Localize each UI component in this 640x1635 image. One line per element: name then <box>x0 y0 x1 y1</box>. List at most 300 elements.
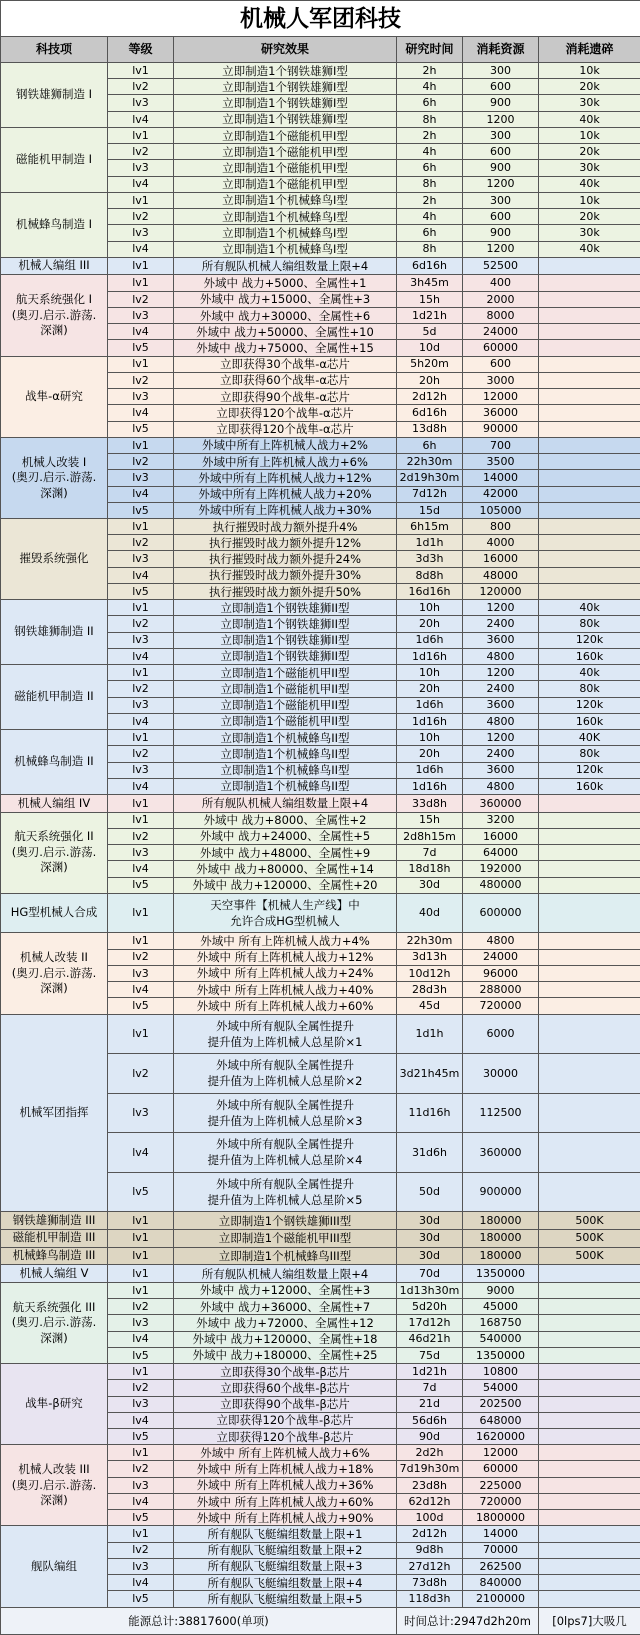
fragment-cell <box>539 1396 640 1412</box>
column-header-tech: 科技项 <box>1 37 108 63</box>
level-cell: lv5 <box>108 1591 174 1608</box>
level-cell: lv2 <box>108 1380 174 1396</box>
fragment-cell <box>539 1265 640 1283</box>
resource-cell: 64000 <box>463 845 539 861</box>
level-cell: lv5 <box>108 340 174 356</box>
resource-cell: 45000 <box>463 1299 539 1315</box>
effect-cell: 立即获得90个战隼-α芯片 <box>174 389 397 405</box>
fragment-cell <box>539 389 640 405</box>
effect-cell: 外域中 所有上阵机械人战力+6% <box>174 1445 397 1461</box>
column-header-time: 研究时间 <box>397 37 463 63</box>
fragment-cell: 500K <box>539 1229 640 1247</box>
level-cell: lv1 <box>108 812 174 828</box>
effect-cell: 所有舰队飞艇编组数量上限+5 <box>174 1591 397 1608</box>
effect-cell: 执行摧毁时战力额外提升30% <box>174 567 397 583</box>
fragment-cell <box>539 437 640 453</box>
time-cell: 20h <box>397 372 463 388</box>
effect-cell: 外域中所有舰队全属性提升 提升值为上阵机械人总星阶×3 <box>174 1093 397 1133</box>
resource-cell: 96000 <box>463 965 539 981</box>
resource-cell: 1200 <box>463 111 539 127</box>
time-cell: 1d21h <box>397 307 463 323</box>
resource-cell: 180000 <box>463 1212 539 1230</box>
time-cell: 2h <box>397 63 463 79</box>
resource-cell: 600 <box>463 79 539 95</box>
time-cell: 62d12h <box>397 1493 463 1509</box>
effect-cell: 立即制造1个磁能机甲I型 <box>174 144 397 160</box>
fragment-cell <box>539 828 640 844</box>
resource-cell: 16000 <box>463 551 539 567</box>
level-cell: lv4 <box>108 713 174 729</box>
time-cell: 46d21h <box>397 1331 463 1347</box>
resource-cell: 180000 <box>463 1247 539 1265</box>
resource-cell: 2000 <box>463 291 539 307</box>
level-cell: lv5 <box>108 998 174 1014</box>
effect-cell: 立即制造1个钢铁雄狮II型 <box>174 648 397 664</box>
effect-cell: 立即制造1个机械蜂鸟I型 <box>174 192 397 208</box>
resource-cell: 70000 <box>463 1542 539 1558</box>
resource-cell: 700 <box>463 437 539 453</box>
fragment-cell <box>539 845 640 861</box>
resource-cell: 202500 <box>463 1396 539 1412</box>
time-cell: 9d8h <box>397 1542 463 1558</box>
fragment-cell <box>539 405 640 421</box>
level-cell: lv1 <box>108 1282 174 1298</box>
fragment-cell <box>539 1299 640 1315</box>
effect-cell: 所有舰队飞艇编组数量上限+3 <box>174 1558 397 1574</box>
fragment-cell: 10k <box>539 192 640 208</box>
tech-name: 航天系统强化 II (奥刃.启示.游荡. 深渊) <box>1 812 108 893</box>
level-cell: lv3 <box>108 1558 174 1574</box>
fragment-cell: 500K <box>539 1212 640 1230</box>
resource-cell: 900000 <box>463 1172 539 1212</box>
level-cell: lv3 <box>108 551 174 567</box>
level-cell: lv3 <box>108 470 174 486</box>
level-cell: lv1 <box>108 1229 174 1247</box>
resource-cell: 60000 <box>463 340 539 356</box>
table-row <box>1 1247 640 1265</box>
tech-name: 航天系统强化 III (奥刃.启示.游荡. 深渊) <box>1 1282 108 1363</box>
tech-name: 舰队编组 <box>1 1526 108 1608</box>
fragment-cell: 40k <box>539 176 640 192</box>
effect-cell: 立即制造1个磁能机甲II型 <box>174 665 397 681</box>
fragment-cell <box>539 1172 640 1212</box>
time-cell: 70d <box>397 1265 463 1283</box>
fragment-cell: 160k <box>539 648 640 664</box>
time-cell: 22h30m <box>397 454 463 470</box>
resource-cell: 3600 <box>463 697 539 713</box>
fragment-cell <box>539 470 640 486</box>
fragment-cell: 160k <box>539 778 640 794</box>
resource-cell: 105000 <box>463 502 539 518</box>
fragment-cell <box>539 1558 640 1574</box>
level-cell: lv1 <box>108 665 174 681</box>
time-cell: 1d1h <box>397 535 463 551</box>
fragment-cell: 40k <box>539 600 640 616</box>
level-cell: lv1 <box>108 1526 174 1542</box>
time-cell: 1d16h <box>397 778 463 794</box>
level-cell: lv2 <box>108 209 174 225</box>
time-cell: 30d <box>397 1229 463 1247</box>
fragment-cell <box>539 356 640 372</box>
time-cell: 7d19h30m <box>397 1461 463 1477</box>
resource-cell: 52500 <box>463 257 539 275</box>
effect-cell: 立即制造1个钢铁雄狮I型 <box>174 79 397 95</box>
time-cell: 6h <box>397 95 463 111</box>
resource-cell: 900 <box>463 225 539 241</box>
effect-cell: 外域中 战力+72000、全属性+12 <box>174 1315 397 1331</box>
level-cell: lv1 <box>108 1265 174 1283</box>
resource-cell: 3600 <box>463 762 539 778</box>
fragment-cell: 40k <box>539 665 640 681</box>
fragment-cell <box>539 340 640 356</box>
fragment-cell <box>539 794 640 812</box>
effect-cell: 外域中 战力+48000、全属性+9 <box>174 845 397 861</box>
effect-cell: 外域中 战力+120000、全属性+20 <box>174 877 397 893</box>
fragment-cell <box>539 1526 640 1542</box>
resource-cell: 288000 <box>463 982 539 998</box>
fragment-cell <box>539 307 640 323</box>
effect-cell: 立即制造1个磁能机甲I型 <box>174 127 397 143</box>
time-cell: 31d6h <box>397 1133 463 1173</box>
resource-cell: 540000 <box>463 1331 539 1347</box>
resource-cell: 42000 <box>463 486 539 502</box>
time-cell: 1d1h <box>397 1014 463 1054</box>
level-cell: lv4 <box>108 982 174 998</box>
level-cell: lv4 <box>108 1575 174 1591</box>
fragment-cell <box>539 861 640 877</box>
time-cell: 8h <box>397 241 463 257</box>
time-cell: 45d <box>397 998 463 1014</box>
time-cell: 27d12h <box>397 1558 463 1574</box>
effect-cell: 立即制造1个机械蜂鸟II型 <box>174 762 397 778</box>
fragment-cell: 40K <box>539 730 640 746</box>
effect-cell: 所有舰队机械人编组数量上限+4 <box>174 257 397 275</box>
level-cell: lv4 <box>108 1331 174 1347</box>
tech-name: 机械军团指挥 <box>1 1014 108 1212</box>
resource-cell: 600 <box>463 144 539 160</box>
column-header-effect: 研究效果 <box>174 37 397 63</box>
table-row <box>1 1364 640 1380</box>
effect-cell: 外域中 所有上阵机械人战力+24% <box>174 965 397 981</box>
fragment-cell: 20k <box>539 144 640 160</box>
fragment-cell <box>539 949 640 965</box>
fragment-cell: 80k <box>539 681 640 697</box>
fragment-cell: 30k <box>539 225 640 241</box>
level-cell: lv3 <box>108 1315 174 1331</box>
time-cell: 17d12h <box>397 1315 463 1331</box>
effect-cell: 天空事件【机械人生产线】中 允许合成HG型机械人 <box>174 893 397 933</box>
time-cell: 8d8h <box>397 567 463 583</box>
tech-name: 钢铁雄狮制造 III <box>1 1212 108 1230</box>
effect-cell: 所有舰队飞艇编组数量上限+2 <box>174 1542 397 1558</box>
level-cell: lv3 <box>108 1396 174 1412</box>
tech-name: 机械人编组 V <box>1 1265 108 1283</box>
time-cell: 75d <box>397 1347 463 1363</box>
effect-cell: 外域中 所有上阵机械人战力+60% <box>174 998 397 1014</box>
table-row <box>1 437 640 453</box>
time-cell: 56d6h <box>397 1412 463 1428</box>
resource-cell: 1200 <box>463 176 539 192</box>
effect-cell: 立即制造1个钢铁雄狮II型 <box>174 600 397 616</box>
resource-cell: 300 <box>463 63 539 79</box>
fragment-cell <box>539 1591 640 1608</box>
level-cell: lv3 <box>108 1477 174 1493</box>
time-cell: 3h45m <box>397 275 463 291</box>
table-row <box>1 893 640 933</box>
fragment-cell <box>539 877 640 893</box>
effect-cell: 外域中 所有上阵机械人战力+12% <box>174 949 397 965</box>
level-cell: lv2 <box>108 1299 174 1315</box>
fragment-cell <box>539 1282 640 1298</box>
fragment-cell <box>539 1133 640 1173</box>
tech-name: 磁能机甲制造 I <box>1 127 108 192</box>
level-cell: lv1 <box>108 794 174 812</box>
level-cell: lv1 <box>108 63 174 79</box>
effect-cell: 外域中所有上阵机械人战力+2% <box>174 437 397 453</box>
tech-name: 机械人改装 III (奥刃.启示.游荡. 深渊) <box>1 1445 108 1526</box>
tech-name: 战隼-α研究 <box>1 356 108 437</box>
fragment-cell: 30k <box>539 160 640 176</box>
tech-name: 机械人编组 IV <box>1 794 108 812</box>
tech-name: 磁能机甲制造 III <box>1 1229 108 1247</box>
effect-cell: 立即制造1个机械蜂鸟I型 <box>174 209 397 225</box>
effect-cell: 外域中 战力+36000、全属性+7 <box>174 1299 397 1315</box>
level-cell: lv4 <box>108 176 174 192</box>
time-cell: 10d <box>397 340 463 356</box>
effect-cell: 外域中 战力+120000、全属性+18 <box>174 1331 397 1347</box>
time-cell: 2h <box>397 192 463 208</box>
time-cell: 28d3h <box>397 982 463 998</box>
fragment-cell <box>539 982 640 998</box>
table-row <box>1 812 640 828</box>
effect-cell: 外域中 所有上阵机械人战力+40% <box>174 982 397 998</box>
effect-cell: 外域中 所有上阵机械人战力+90% <box>174 1510 397 1526</box>
effect-cell: 立即制造1个机械蜂鸟I型 <box>174 225 397 241</box>
level-cell: lv1 <box>108 257 174 275</box>
effect-cell: 执行摧毁时战力额外提升4% <box>174 518 397 534</box>
tech-name: 机械人编组 III <box>1 257 108 275</box>
effect-cell: 外域中 所有上阵机械人战力+36% <box>174 1477 397 1493</box>
time-cell: 23d8h <box>397 1477 463 1493</box>
effect-cell: 立即制造1个钢铁雄狮III型 <box>174 1212 397 1230</box>
resource-cell: 600000 <box>463 893 539 933</box>
effect-cell: 立即制造1个机械蜂鸟I型 <box>174 241 397 257</box>
fragment-cell <box>539 965 640 981</box>
effect-cell: 立即制造1个磁能机甲III型 <box>174 1229 397 1247</box>
table-row <box>1 275 640 291</box>
resource-cell: 600 <box>463 356 539 372</box>
fragment-cell: 80k <box>539 746 640 762</box>
level-cell: lv5 <box>108 1172 174 1212</box>
time-cell: 6d16h <box>397 257 463 275</box>
fragment-cell <box>539 1331 640 1347</box>
effect-cell: 外域中所有舰队全属性提升 提升值为上阵机械人总星阶×4 <box>174 1133 397 1173</box>
level-cell: lv1 <box>108 1364 174 1380</box>
time-cell: 5h20m <box>397 356 463 372</box>
column-header-level: 等级 <box>108 37 174 63</box>
table-row <box>1 730 640 746</box>
level-cell: lv4 <box>108 111 174 127</box>
resource-cell: 192000 <box>463 861 539 877</box>
resource-cell: 900 <box>463 160 539 176</box>
time-cell: 20h <box>397 746 463 762</box>
time-cell: 1d6h <box>397 762 463 778</box>
time-cell: 2d12h <box>397 389 463 405</box>
time-cell: 2d12h <box>397 1526 463 1542</box>
level-cell: lv4 <box>108 1493 174 1509</box>
energy-total: 能源总计:38817600(单项) <box>1 1608 397 1635</box>
level-cell: lv5 <box>108 421 174 437</box>
time-cell: 4h <box>397 79 463 95</box>
resource-cell: 1800000 <box>463 1510 539 1526</box>
level-cell: lv4 <box>108 405 174 421</box>
time-cell: 2d8h15m <box>397 828 463 844</box>
resource-cell: 2100000 <box>463 1591 539 1608</box>
table-row <box>1 63 640 79</box>
level-cell: lv1 <box>108 730 174 746</box>
header-row <box>1 37 640 63</box>
footer-row <box>1 1608 640 1635</box>
tech-name: 钢铁雄狮制造 I <box>1 63 108 128</box>
tech-name: 磁能机甲制造 II <box>1 665 108 730</box>
resource-cell: 24000 <box>463 324 539 340</box>
time-cell: 2d2h <box>397 1445 463 1461</box>
resource-cell: 14000 <box>463 1526 539 1542</box>
time-cell: 33d8h <box>397 794 463 812</box>
time-cell: 7d12h <box>397 486 463 502</box>
time-cell: 6h <box>397 225 463 241</box>
effect-cell: 立即获得120个战隼-β芯片 <box>174 1428 397 1444</box>
time-cell: 1d6h <box>397 697 463 713</box>
level-cell: lv1 <box>108 192 174 208</box>
effect-cell: 立即获得30个战隼-β芯片 <box>174 1364 397 1380</box>
fragment-cell <box>539 1477 640 1493</box>
level-cell: lv2 <box>108 949 174 965</box>
time-cell: 21d <box>397 1396 463 1412</box>
title-row <box>1 1 640 37</box>
resource-cell: 400 <box>463 275 539 291</box>
resource-cell: 120000 <box>463 583 539 599</box>
effect-cell: 立即制造1个磁能机甲II型 <box>174 713 397 729</box>
fragment-cell <box>539 933 640 949</box>
resource-cell: 9000 <box>463 1282 539 1298</box>
time-cell: 18d18h <box>397 861 463 877</box>
time-cell: 40d <box>397 893 463 933</box>
effect-cell: 外域中所有上阵机械人战力+20% <box>174 486 397 502</box>
effect-cell: 立即获得30个战隼-α芯片 <box>174 356 397 372</box>
table-row <box>1 1229 640 1247</box>
effect-cell: 执行摧毁时战力额外提升24% <box>174 551 397 567</box>
resource-cell: 4800 <box>463 713 539 729</box>
effect-cell: 立即制造1个磁能机甲II型 <box>174 681 397 697</box>
level-cell: lv3 <box>108 762 174 778</box>
time-cell: 1d16h <box>397 713 463 729</box>
level-cell: lv2 <box>108 1461 174 1477</box>
effect-cell: 执行摧毁时战力额外提升50% <box>174 583 397 599</box>
level-cell: lv5 <box>108 1428 174 1444</box>
effect-cell: 立即制造1个机械蜂鸟III型 <box>174 1247 397 1265</box>
effect-cell: 立即制造1个磁能机甲I型 <box>174 176 397 192</box>
effect-cell: 外域中 所有上阵机械人战力+18% <box>174 1461 397 1477</box>
resource-cell: 4800 <box>463 933 539 949</box>
tech-name: HG型机械人合成 <box>1 893 108 933</box>
resource-cell: 840000 <box>463 1575 539 1591</box>
fragment-cell <box>539 812 640 828</box>
effect-cell: 所有舰队飞艇编组数量上限+1 <box>174 1526 397 1542</box>
resource-cell: 1620000 <box>463 1428 539 1444</box>
column-header-fragment: 消耗遗碎 <box>539 37 640 63</box>
level-cell: lv5 <box>108 1510 174 1526</box>
table-row <box>1 933 640 949</box>
fragment-cell: 10k <box>539 127 640 143</box>
effect-cell: 立即制造1个钢铁雄狮I型 <box>174 63 397 79</box>
fragment-cell <box>539 1461 640 1477</box>
fragment-cell <box>539 1093 640 1133</box>
table-row <box>1 1014 640 1054</box>
fragment-cell <box>539 502 640 518</box>
level-cell: lv4 <box>108 861 174 877</box>
effect-cell: 外域中所有舰队全属性提升 提升值为上阵机械人总星阶×1 <box>174 1014 397 1054</box>
author-credit: [0lps7]大吸几 <box>539 1608 640 1635</box>
time-cell: 6h15m <box>397 518 463 534</box>
fragment-cell <box>539 1054 640 1094</box>
fragment-cell: 10k <box>539 63 640 79</box>
fragment-cell: 120k <box>539 632 640 648</box>
resource-cell: 600 <box>463 209 539 225</box>
level-cell: lv3 <box>108 225 174 241</box>
level-cell: lv1 <box>108 893 174 933</box>
level-cell: lv1 <box>108 1247 174 1265</box>
level-cell: lv1 <box>108 1014 174 1054</box>
time-cell: 6h <box>397 160 463 176</box>
resource-cell: 4800 <box>463 778 539 794</box>
level-cell: lv5 <box>108 502 174 518</box>
level-cell: lv2 <box>108 616 174 632</box>
level-cell: lv4 <box>108 1133 174 1173</box>
effect-cell: 外域中所有上阵机械人战力+12% <box>174 470 397 486</box>
time-cell: 16d16h <box>397 583 463 599</box>
time-cell: 73d8h <box>397 1575 463 1591</box>
resource-cell: 48000 <box>463 567 539 583</box>
level-cell: lv3 <box>108 697 174 713</box>
fragment-cell <box>539 275 640 291</box>
effect-cell: 外域中 所有上阵机械人战力+4% <box>174 933 397 949</box>
effect-cell: 外域中 战力+5000、全属性+1 <box>174 275 397 291</box>
fragment-cell <box>539 1364 640 1380</box>
level-cell: lv3 <box>108 1093 174 1133</box>
tech-name: 机械蜂鸟制造 II <box>1 730 108 795</box>
fragment-cell <box>539 291 640 307</box>
level-cell: lv2 <box>108 828 174 844</box>
fragment-cell <box>539 1315 640 1331</box>
time-cell: 50d <box>397 1172 463 1212</box>
fragment-cell: 30k <box>539 95 640 111</box>
level-cell: lv3 <box>108 307 174 323</box>
time-cell: 2h <box>397 127 463 143</box>
level-cell: lv4 <box>108 486 174 502</box>
time-cell: 8h <box>397 111 463 127</box>
level-cell: lv1 <box>108 356 174 372</box>
time-cell: 5d <box>397 324 463 340</box>
fragment-cell: 160k <box>539 713 640 729</box>
time-cell: 6h <box>397 437 463 453</box>
effect-cell: 外域中 所有上阵机械人战力+60% <box>174 1493 397 1509</box>
effect-cell: 立即获得60个战隼-α芯片 <box>174 372 397 388</box>
effect-cell: 外域中所有上阵机械人战力+6% <box>174 454 397 470</box>
time-cell: 1d6h <box>397 632 463 648</box>
time-cell: 22h30m <box>397 933 463 949</box>
effect-cell: 外域中 战力+180000、全属性+25 <box>174 1347 397 1363</box>
